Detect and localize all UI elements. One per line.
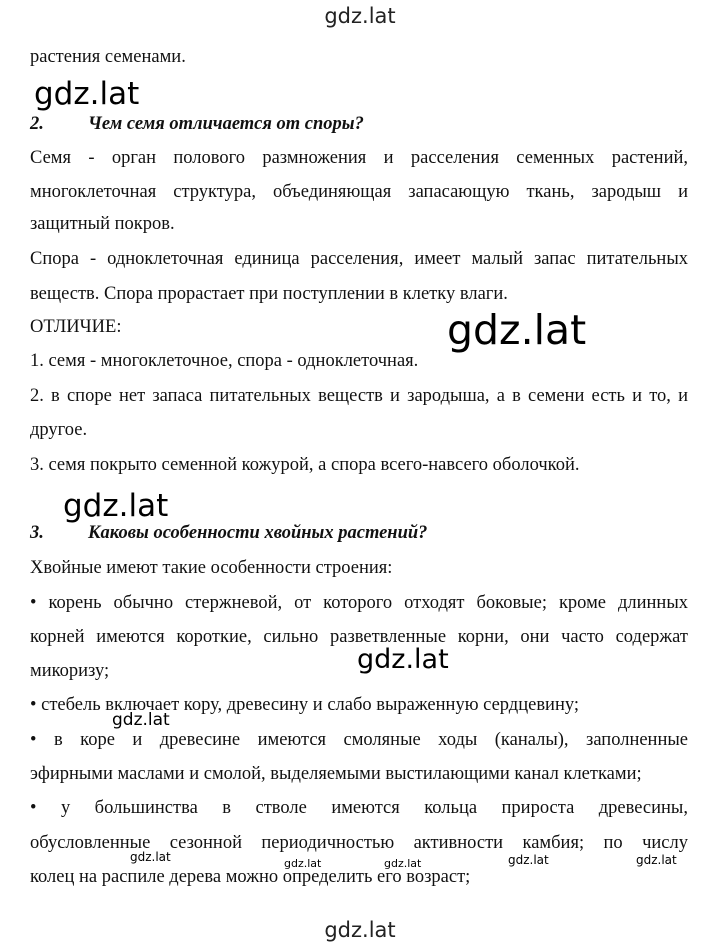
watermark-mark: gdz.lat [636,853,677,867]
watermark-mark: gdz.lat [34,76,140,112]
bullet-line: микоризу; [30,661,110,681]
watermark-mark: gdz.lat [112,710,170,730]
watermark-footer: gdz.lat [324,918,396,942]
watermark-mark: gdz.lat [130,850,171,864]
question-3-title: Каковы особенности хвойных растений? [88,523,428,543]
difference-item-2-cont: другое. [30,420,88,440]
watermark-mark: gdz.lat [384,857,422,870]
difference-item-2: 2. в споре нет запаса питательных веществ и зародыша, а в семени есть и то, и [30,386,688,406]
watermark-header: gdz.lat [324,4,396,28]
question-2-title: Чем семя отличается от споры? [88,114,364,134]
paragraph-line: Хвойные имеют такие особенности строения: [30,558,393,578]
paragraph-line: защитный покров. [30,214,175,234]
question-3-number: 3. [30,523,44,543]
watermark-mark: gdz.lat [284,857,322,870]
bullet-line: • в коре и древесине имеются смоляные ходы (каналы), заполненные [30,730,688,750]
watermark-mark: gdz.lat [508,853,549,867]
question-2-heading [30,113,688,135]
difference-item-1: 1. семя - многоклеточное, спора - одноклеточная. [30,351,419,371]
bullet-line: обусловленные сезонной периодичностью активности камбия; по числу [30,833,688,853]
watermark-mark: gdz.lat [447,306,587,354]
paragraph-line: Спора - одноклеточная единица расселения, имеет малый запас питательных [30,249,688,269]
watermark-mark: gdz.lat [63,488,169,524]
paragraph-line: Семя - орган полового размножения и расселения семенных растений, [30,148,688,168]
question-3-heading [30,522,688,544]
paragraph-line: многоклеточная структура, объединяющая запасающую ткань, зародыш и [30,182,688,202]
bullet-line: колец на распиле дерева можно определить его возраст; [30,867,471,887]
bullet-line: • стебель включает кору, древесину и слабо выраженную сердцевину; [30,695,580,715]
paragraph-line: веществ. Спора прорастает при поступлении в клетку влаги. [30,284,508,304]
difference-item-3: 3. семя покрыто семенной кожурой, а спора всего-навсего оболочкой. [30,455,580,475]
bullet-line: • корень обычно стержневой, от которого отходят боковые; кроме длинных [30,593,688,613]
bullet-line: корней имеются короткие, сильно разветвленные корни, они часто содержат [30,627,688,647]
watermark-mark: gdz.lat [357,644,449,675]
bullet-line: • у большинства в стволе имеются кольца прироста древесины, [30,798,688,818]
bullet-line: эфирными маслами и смолой, выделяемыми выстилающими канал клетками; [30,764,642,784]
question-2-number: 2. [30,114,44,134]
intro-tail-text: растения семенами. [30,47,186,67]
difference-heading: ОТЛИЧИЕ: [30,317,122,337]
